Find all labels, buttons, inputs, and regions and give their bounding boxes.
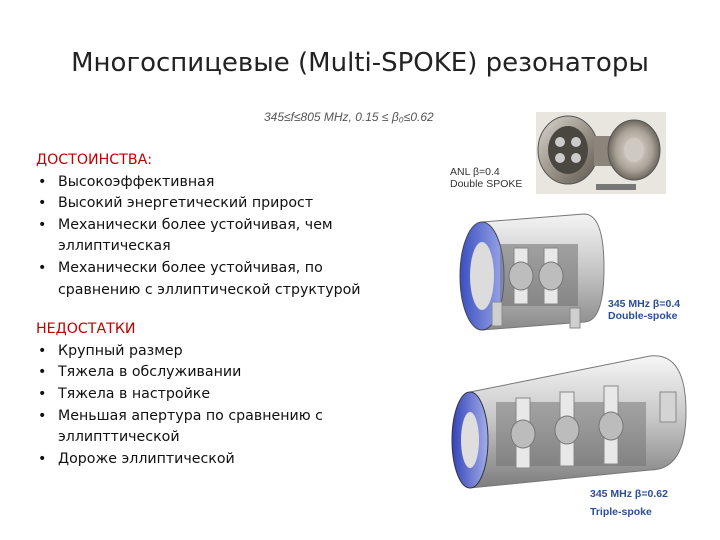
caption-line: 345 MHz β=0.4 [608, 298, 681, 310]
advantages-list [36, 172, 366, 302]
list-item: • Тяжела в обслуживании [36, 362, 366, 384]
disadvantages-list [36, 341, 366, 471]
caption-line: Double-spoke [608, 310, 678, 322]
frequency-range-note: 345≤f≤805 MHz, 0.15 ≤ β₀≤0.62 [264, 110, 434, 124]
double-spoke-caption [608, 298, 680, 322]
list-item: • Механически более устойчивая, чем эллиптическая [36, 215, 366, 258]
list-item: • Высокий энергетический прирост [36, 193, 366, 215]
list-item: • Высокоэффективная [36, 172, 366, 194]
double-spoke-cavity-render [452, 208, 610, 336]
list-item: • Крупный размер [36, 341, 366, 363]
slide-title: Многоспицевые (Multi-SPOKE) резонаторы [71, 48, 649, 78]
triple-spoke-caption [590, 488, 668, 518]
triple-spoke-cavity-render [440, 352, 696, 494]
advantages-heading: ДОСТОИНСТВА: [36, 152, 153, 168]
caption-line: Triple-spoke [590, 506, 652, 518]
caption-line: 345 MHz β=0.62 [590, 488, 668, 500]
list-item: • Дороже эллиптической [36, 449, 366, 471]
list-item: • Механически более устойчивая, по сравнению с эллиптической структурой [36, 258, 366, 301]
list-item: • Тяжела в настройке [36, 384, 366, 406]
disadvantages-heading: НЕДОСТАТКИ [36, 321, 136, 338]
list-item: • Меньшая апертура по сравнению с эллипттической [36, 406, 366, 449]
caption-line: Double SPOKE [450, 178, 523, 190]
anl-double-spoke-photo [536, 112, 666, 194]
text-column [36, 150, 366, 470]
anl-photo-caption [450, 166, 522, 190]
caption-line: ANL β=0.4 [450, 166, 500, 178]
